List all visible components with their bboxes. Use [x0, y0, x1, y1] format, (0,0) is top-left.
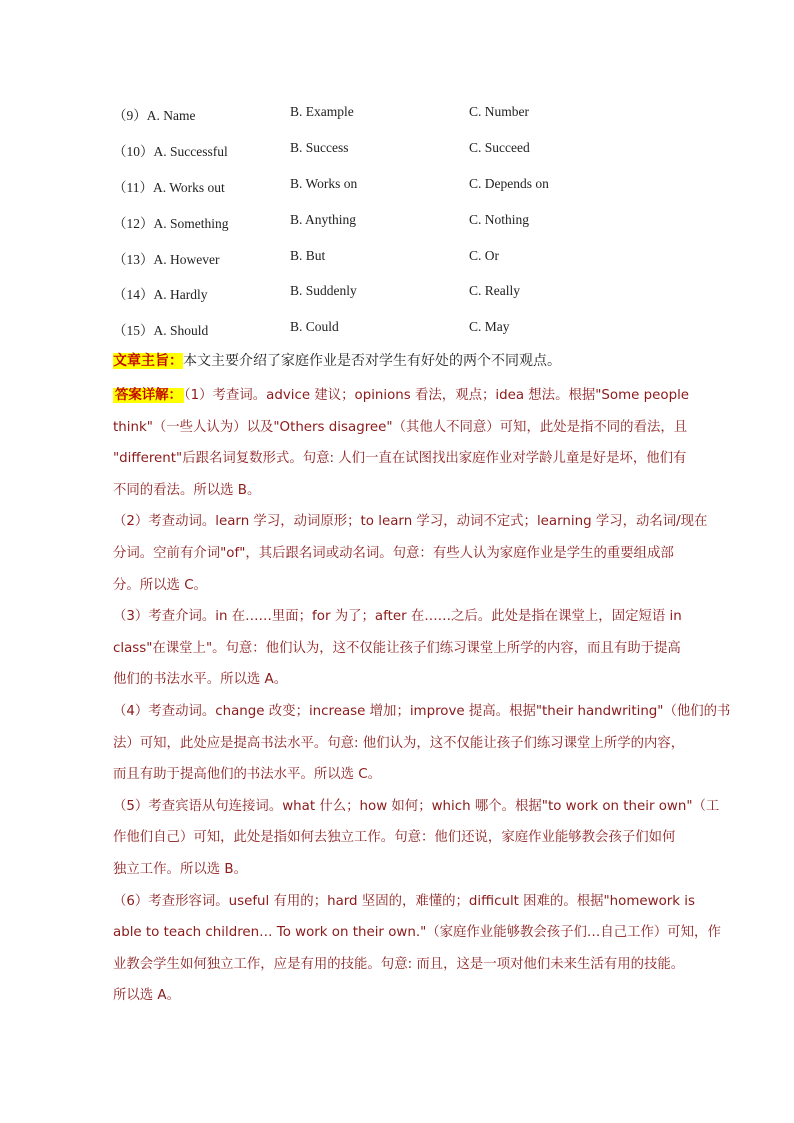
explanation-line — [113, 380, 703, 412]
option-c: C. Depends on — [469, 176, 549, 191]
option-c: C. Nothing — [469, 212, 530, 227]
explanation-line: able to teach children… To work on their own."（家庭作业能够教会孩子们…自己工作）可知，作 — [113, 925, 721, 941]
explanation-line: 作他们自己）可知，此处是指如何去独立工作。句意：他们还说，家庭作业能够教会孩子们如何 — [113, 830, 676, 846]
option-row-13 — [113, 248, 713, 268]
option-b: B. Success — [290, 140, 349, 155]
summary-label: 文章主旨： — [113, 353, 183, 369]
option-a: （9）A. Name — [113, 108, 196, 123]
option-c: C. Number — [469, 104, 529, 119]
option-b: B. Anything — [290, 212, 357, 227]
option-b: B. Works on — [290, 176, 358, 191]
option-row-9 — [113, 104, 713, 124]
explanation-line: 他们的书法水平。所以选 A。 — [113, 672, 288, 688]
option-b: B. Example — [290, 104, 354, 119]
explanation-line: 而且有助于提高他们的书法水平。所以选 C。 — [113, 767, 382, 783]
explanation-line: 分。所以选 C。 — [113, 577, 207, 593]
option-row-11 — [113, 176, 713, 196]
option-a: （14）A. Hardly — [113, 287, 208, 302]
option-row-10 — [113, 140, 713, 160]
option-row-14 — [113, 283, 713, 303]
article-summary — [113, 351, 703, 371]
option-row-15 — [113, 319, 713, 339]
option-b: B. Could — [290, 319, 339, 334]
explanation-line: （4）考查动词。change 改变；increase 增加；improve 提高。根据"their handwriting"（他们的书 — [113, 703, 731, 719]
explanation-line: （3）考查介词。in 在……里面；for 为了；after 在……之后。此处是指在课堂上，固定短语 in — [113, 609, 682, 625]
explanation-line: 独立工作。所以选 B。 — [113, 861, 247, 877]
option-a: （10）A. Successful — [113, 144, 228, 159]
explanation-line-text: （1）考查词。advice 建议；opinions 看法，观点；idea 想法。根据"Some people — [183, 388, 690, 403]
explanation-line: （5）考查宾语从句连接词。what 什么；how 如何；which 哪个。根据"to work on their own"（工 — [113, 798, 720, 814]
explanation-line: 分词。空前有介词"of"，其后跟名词或动名词。句意：有些人认为家庭作业是学生的重要组成部 — [113, 545, 674, 561]
option-a: （15）A. Should — [113, 323, 209, 338]
option-row-12 — [113, 212, 713, 232]
summary-text: 本文主要介绍了家庭作业是否对学生有好处的两个不同观点。 — [183, 353, 561, 369]
option-c: C. May — [469, 319, 510, 334]
explanation-line: 不同的看法。所以选 B。 — [113, 482, 261, 498]
option-b: B. Suddenly — [290, 283, 357, 298]
option-c: C. Succeed — [469, 140, 530, 155]
explanation-line: 所以选 A。 — [113, 988, 180, 1004]
explanation-line: 法）可知，此处应是提高书法水平。句意: 他们认为，这不仅能让孩子们练习课堂上所学的内容， — [113, 735, 685, 751]
option-c: C. Really — [469, 283, 520, 298]
explanation-label: 答案详解： — [115, 388, 182, 403]
option-b: B. But — [290, 248, 326, 263]
explanation-line: think"（一些人认为）以及"Others disagree"（其他人不同意）可知，此处是指不同的看法，且 — [113, 419, 688, 435]
option-a: （11）A. Works out — [113, 180, 225, 195]
explanation-line: （6）考查形容词。useful 有用的；hard 坚固的，难懂的；difficult 困难的。根据"homework is — [113, 893, 695, 909]
answer-explanation — [113, 380, 731, 1012]
option-a: （12）A. Something — [113, 216, 229, 231]
option-a: （13）A. However — [113, 252, 220, 267]
explanation-line: "different"后跟名词复数形式。句意: 人们一直在试图找出家庭作业对学龄儿童是好是坏，他们有 — [113, 451, 687, 467]
explanation-line: （2）考查动词。learn 学习，动词原形；to learn 学习，动词不定式；learning 学习，动名词/现在 — [113, 514, 708, 530]
option-c: C. Or — [469, 248, 499, 263]
explanation-line: class"在课堂上"。句意：他们认为，这不仅能让孩子们练习课堂上所学的内容，而且有助于提高 — [113, 640, 681, 656]
explanation-line: 业教会学生如何独立工作，应是有用的技能。句意: 而且，这是一项对他们未来生活有用的技能。 — [113, 956, 685, 972]
